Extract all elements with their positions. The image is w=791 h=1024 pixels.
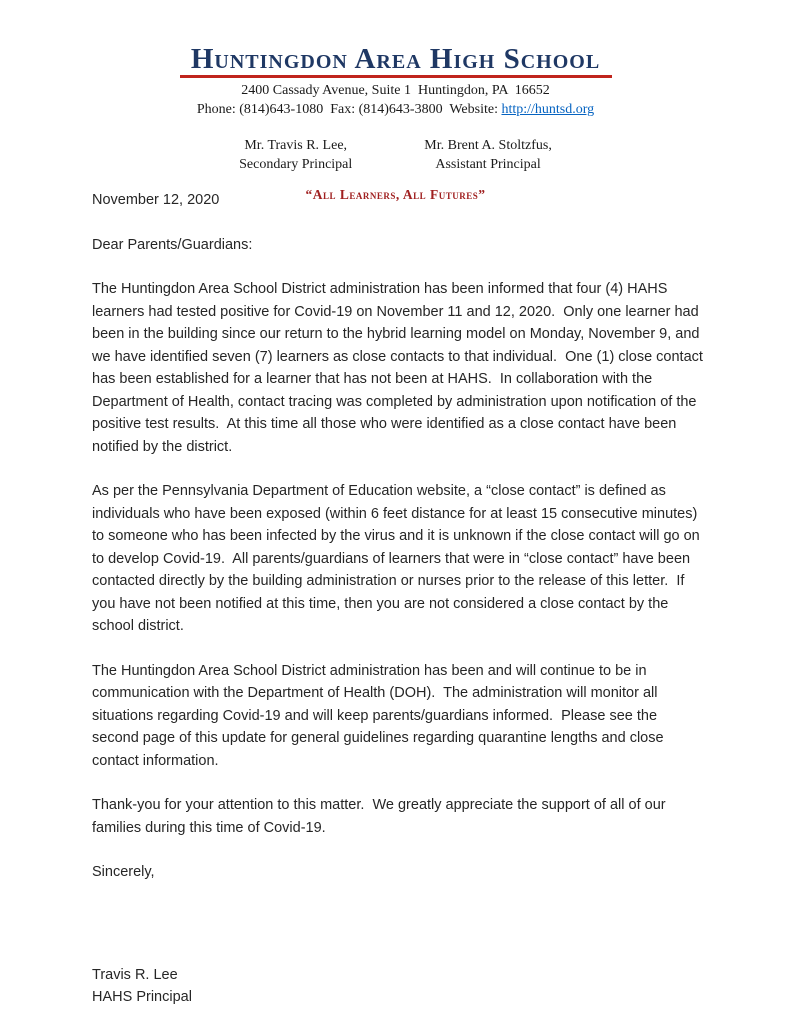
- principal-secondary: [239, 136, 352, 174]
- letterhead: [0, 0, 791, 203]
- salutation: Dear Parents/Guardians:: [92, 236, 253, 253]
- phone-fax-text: Phone: (814)643-1080 Fax: (814)643-3800 Website:: [196, 102, 502, 118]
- paragraph-thank-you: Thank-you for your attention to this matter. We greatly appreciate the support of all of our families during this time of Covid-19.: [92, 797, 670, 836]
- letter-body: [92, 189, 707, 1009]
- paragraph-positive-cases: The Huntingdon Area School District administration has been informed that four (4) HAHS learners had tested positive for Covid-19 on November 11 and 12, 2020. Only one learner had been in the building since our return to the hybrid learning model on Monday, November 9, and we have identified seven (7) learners as close contacts to that individual. One (1) close contact has been established for a learner that has not been at HAHS. In collaboration with the Department of Health, contact tracing was completed by administration upon notification of the positive test results. At this time all those who were identified as a close contact have been notified by the district.: [92, 281, 707, 455]
- signature-title: HAHS Principal: [92, 989, 192, 1005]
- school-address: 2400 Cassady Avenue, Suite 1 Huntingdon, PA 16652: [241, 83, 550, 99]
- closing: Sincerely,: [92, 864, 155, 880]
- principal-assistant: [424, 136, 552, 174]
- school-motto: “All Learners, All Futures”: [305, 187, 486, 203]
- paragraph-close-contact-definition: As per the Pennsylvania Department of Education website, a “close contact” is defined as individuals who have been exposed (within 6 feet distance for at least 15 consecutive minutes) to someone who has been infected by the virus and it is unknown if the close contact will go on to develop Covid-19. All parents/guardians of learners that were in “close contact” have been contacted directly by the building administration or nurses prior to the release of this letter. If you have not been notified at this time, then you are not considered a close contact by the school district.: [92, 483, 704, 634]
- signature-name: Travis R. Lee: [92, 966, 178, 983]
- website-link[interactable]: http://huntsd.org: [501, 102, 595, 118]
- principal-assistant-title: Assistant Principal: [435, 157, 541, 173]
- school-name-title: Huntingdon Area High School: [190, 43, 601, 75]
- principal-secondary-title: Secondary Principal: [239, 157, 353, 173]
- principal-assistant-name: Mr. Brent A. Stoltzfus,: [424, 138, 552, 154]
- principals-block: [0, 136, 791, 174]
- letter-date: November 12, 2020: [92, 192, 220, 208]
- phone-fax-website-line: [0, 101, 791, 118]
- paragraph-doh-communication: The Huntingdon Area School District administration has been and will continue to be in communication with the Department of Health (DOH). The administration will monitor all situations regarding Covid-19 and will keep parents/guardians informed. Please see the second page of this update for general guidelines regarding quarantine lengths and close contact information.: [92, 662, 668, 769]
- red-underline-rule: [180, 75, 612, 78]
- principal-secondary-name: Mr. Travis R. Lee,: [244, 138, 348, 154]
